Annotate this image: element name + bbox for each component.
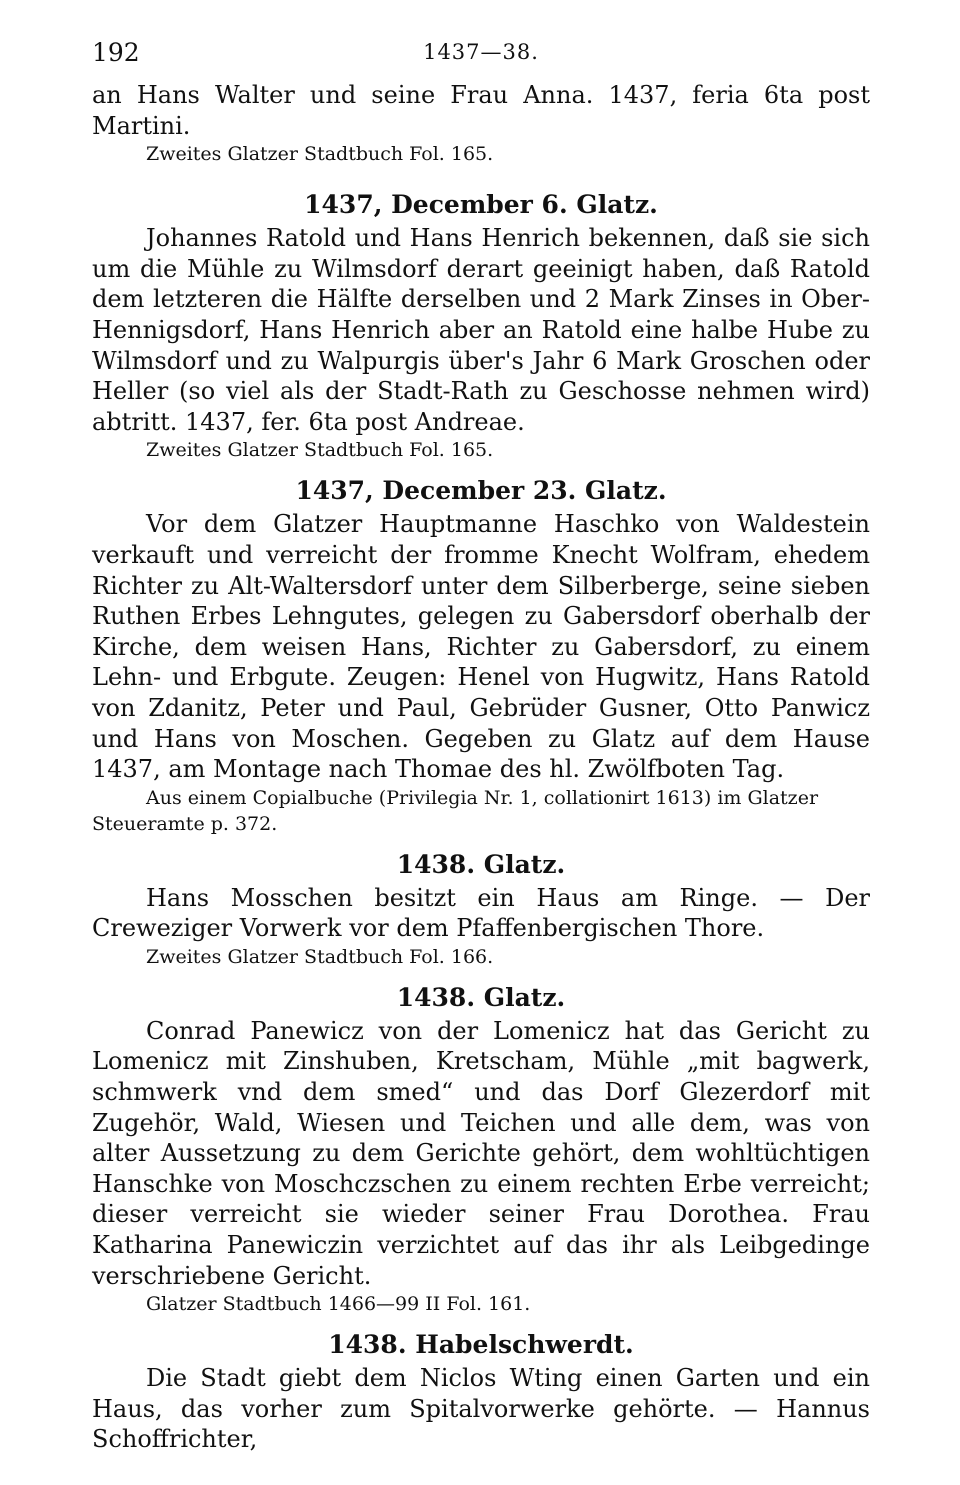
running-head-years: 1437—38. xyxy=(423,40,539,64)
entry-heading: 1438. Glatz. xyxy=(396,982,566,1012)
entry-text: Hans Mosschen besitzt ein Haus am Ringe. — Der Creweziger Vorwerk vor dem Pfaffenbergischen Thore. xyxy=(92,883,870,943)
entry-source: Aus einem Copialbuche (Privilegia Nr. 1, collationirt 1613) im Glatzer Steueramte p. 372. xyxy=(92,786,819,835)
entry-text: Conrad Panewicz von der Lomenicz hat das Gericht zu Lomenicz mit Zinshuben, Kretscham, Mühle „mit bagwerk, schmwerk vnd dem smed“ und das Dorf Glezerdorf mit Zugehör, Wald, Wiesen und Teichen und alle dem, was von alter Aussetzung zu dem Gerichte gehört, dem wohltüchtigen Hanschke von Moschczschen zu einem rechten Erbe verreicht; dieser verreicht sie wieder seiner Frau Dorothea. Frau Katharina Panewiczin verzichtet auf das ihr als Leibgedinge verschriebene Gericht. xyxy=(92,1016,870,1290)
entry-1438-glatz-a xyxy=(92,849,870,970)
entry-source: Glatzer Stadtbuch 1466—99 II Fol. 161. xyxy=(146,1293,531,1316)
entry-text: Vor dem Glatzer Hauptmanne Haschko von Waldestein verkauft und verreicht der fromme Knecht Wolfram, ehedem Richter zu Alt-Waltersdorf unter dem Silberberge, seine sieben Ruthen Erbes Lehngutes, gelegen zu Gabersdorf oberhalb der Kirche, dem weisen Hans, Richter zu Gabersdorf, zu einem Lehn- und Erbgute. Zeugen: Henel von Hugwitz, Hans Ratold von Zdanitz, Peter und Paul, Gebrüder Gusner, Otto Panwicz und Hans von Moschen. Gegeben zu Glatz auf dem Hause 1437, am Montage nach Thomae des hl. Zwölfboten Tag. xyxy=(92,510,870,784)
entry-heading: 1438. Glatz. xyxy=(396,849,566,879)
entry-1437-dec-23 xyxy=(92,475,870,836)
document-page xyxy=(92,30,870,1455)
entry-source: Zweites Glatzer Stadtbuch Fol. 165. xyxy=(146,439,494,462)
running-head xyxy=(92,30,870,80)
entry-text: Die Stadt giebt dem Niclos Wting einen Garten und ein Haus, das vorher zum Spitalvorwerke gehörte. — Hannus Schoffrichter, xyxy=(92,1364,870,1454)
entry-1437-dec-6 xyxy=(92,189,870,463)
entry-source: Zweites Glatzer Stadtbuch Fol. 166. xyxy=(146,945,494,968)
entry-1438-habelschwerdt xyxy=(92,1329,870,1455)
entry-heading: 1438. Habelschwerdt. xyxy=(328,1330,634,1360)
entry-heading: 1437, December 6. Glatz. xyxy=(304,190,658,220)
entry-text: Johannes Ratold und Hans Henrich bekennen, daß sie sich um die Mühle zu Wilmsdorf derart geeinigt haben, daß Ratold dem letzteren die Hälfte derselben und 2 Mark Zinses in Ober-Hennigsdorf, Hans Henrich aber an Ratold eine halbe Hube zu Wilmsdorf und zu Walpurgis über's Jahr 6 Mark Groschen oder Heller (so viel als der Stadt-Rath zu Geschosse nehmen wird) abtritt. 1437, fer. 6ta post Andreae. xyxy=(92,224,870,436)
entry-heading: 1437, December 23. Glatz. xyxy=(295,476,667,506)
entry-1438-glatz-b xyxy=(92,982,870,1317)
intro-source: Zweites Glatzer Stadtbuch Fol. 165. xyxy=(146,143,494,166)
intro-paragraph: an Hans Walter und seine Frau Anna. 1437, feria 6ta post Martini. xyxy=(92,81,870,140)
page-number: 192 xyxy=(92,38,140,67)
